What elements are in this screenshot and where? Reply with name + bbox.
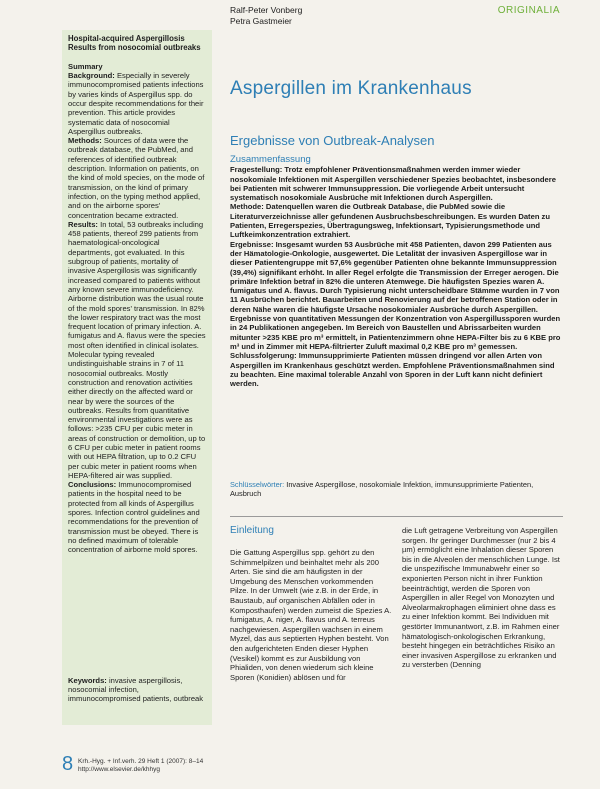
methods-label: Methods: [68,136,102,146]
einleitung-heading: Einleitung [230,525,274,536]
background-label: Background: [68,71,115,81]
sidebar-summary-label: Summary [68,61,103,71]
german-abstract [230,155,563,388]
conclusions-text: Immunocompromised patients in the hospital need to be protected from all kinds of Aspergillus spores. Infection control guidelines and recommendations for the prevention of transmission must be obeyed. There is no defined maximum of tolerable concentration of airborne mold spores. [68,480,200,555]
author-1: Ralf-Peter Vonberg [230,5,303,15]
author-2: Petra Gastmeier [230,16,292,26]
sidebar-conclusions [68,480,206,554]
abstract-schlussfolgerung: Schlussfolgerung: Immunsupprimierte Patienten müssen dringend vor allen Arten von Aspergillen im Krankenhaus geschützt werden. Empfohlene Präventionsmaßnahmen sind zu beachten. Eine maximal tolerable Anzahl von Sporen in der Luft kann nicht definiert werden. [230,351,555,389]
german-keywords [230,480,563,499]
section-label: ORIGINALIA [497,5,560,16]
citation-line: Krh.-Hyg. + Inf.verh. 29 Heft 1 (2007): 8–14 [78,758,204,765]
abstract-ergebnisse: Ergebnisse: Insgesamt wurden 53 Ausbrüche mit 458 Patienten, davon 299 Patienten aus der Hämatologie-Onkologie, ausgewertet. Die Letalität der invasiven Aspergillose war in dieser Patientengruppe mit 57,6% gegenüber Patienten ohne bekannte Immunsuppression (39,4%) signifikant erhöht. In aller Regel erfolgte die Transmission der Erreger aerogen. Die primäre Infektion betraf in 82% die unteren Atemwege. Die häufigsten Spezies waren A. fumigatus und A. flavus. Durch Typisierung nicht unterscheidbare Stämme wurden in 7 von 11 Ausbrüchen berichtet. Bauarbeiten und Renovierung auf der betroffenen Station oder in deren Nähe waren die häufigste Ursache nosokomialer Ausbrüche durch Aspergillen. Ergebnisse von quantitativen Messungen der Konzentration von Aspergillussporen wurden in 24 Publikationen angegeben. Im Bereich von Baustellen und Abrissarbeiten wurden mitunter >235 KBE pro m³ ermittelt, in Patientenzimmern ohne HEPA-Filter bis zu 6 KBE pro m³ und in Zimmer mit HEPA-filtrierter Zuluft maximal 0,2 KBE pro m³ gemessen. [230,239,561,351]
background-text: Especially in severely immunocompromised patients infections by varies kinds of Aspergillus spp. do occur despite recommendations for their prevention. This article provides systematic data of nosocomial Aspergillus outbreaks. [68,71,204,136]
keywords-label: Keywords: [68,675,107,685]
page-number: 8 [62,753,74,775]
results-label: Results: [68,219,98,229]
sidebar-methods [68,136,206,220]
body-column-1 [230,548,392,778]
section-divider [230,516,563,517]
journal-citation [78,758,203,774]
results-text: In total, 53 outbreaks including 458 patients, thereof 299 patients from haematological-oncological departments, got evaluated. In this subgroup of patients, mortality of invasive Aspergillosis was significantly increased compared to patients without any known severe immunodeficiency. Airborne distribution was the usual route of the mold spores' transmission. In 82% the lower respiratory tract was the most frequent location of primary infection. A. fumigatus and A. flavus were the species most often identified in clinical isolates. Molecular typing revealed undistinguishable strains in 7 of 11 nosocomial outbreaks. Mostly construction and renovation activities either directly on the affected ward or near by were the sources of the outbreaks. Results from quantitative environmental investigations were as follows: >235 CFU per cubic meter in areas of construction or demolition, up to 6 CFU per cubic meter in patient rooms with out HEPA filtration, up to 0.2 CFU per cubic meter in patient rooms when HEPA-filtered air was supplied. [68,219,206,480]
authors [230,5,302,27]
body-column-2 [402,526,564,778]
sidebar-heading-line1: Hospital-acquired Aspergillosis [68,34,185,43]
abstract-fragestellung: Fragestellung: Trotz empfohlener Präventionsmaßnahmen werden immer wieder nosokomiale Infektionen mit Aspergillen verschiedener Spezies beobachtet, insbesondere bei Patienten mit schwerer Immunsuppression. Die vorliegende Arbeit untersucht systematisch nosokomiale Ausbrüche mit Infektionen durch Aspergillen. [230,165,556,203]
abstract-methode: Methode: Datenquellen waren die Outbreak Database, die PubMed sowie die Literaturverzeichnisse aller gefundenen Ausbruchsbeschreibungen. Es wurden Daten zu Patienten, Erregerspezies, Übertragungsweg, Infektionsart, Typisierungsmethode und Luftkeimkonzentration extrahiert. [230,202,550,240]
einleitung-col1-text: Die Gattung Aspergillus spp. gehört zu den Schimmelpilzen und beinhaltet mehr als 200 Arten. Sie sind die am häufigsten in der Umgebung des Menschen vorkommenden Pilze. In der Umwelt (wie z.B. in der Erde, in Baustaub, auf organischen Abfällen oder in Komposthaufen) werden zumeist die Spezies A. fumigatus, A. niger, A. flavus und A. terreus nachgewiesen. Aspergillen wachsen in einem Myzel, das aus septierten Hyphen besteht. Von den aufgerichteten Enden dieser Hyphen (Vesikel) kommt es zur Ausbildung von Phialiden, von denen wiederum sich kleine Sporen (Konidien) ablösen und für [230,548,392,682]
sidebar-keywords [68,676,206,704]
sidebar-background [68,71,206,136]
keywords-text: invasive aspergillosis, nosocomial infection, immunocompromised patients, outbreak [68,675,204,704]
abstract-heading: Zusammenfassung [230,154,311,165]
einleitung-col2-text: die Luft getragene Verbreitung von Aspergillen sorgen. Ihr geringer Durchmesser (nur 2 bis 4 µm) ermöglicht eine Inhalation dieser Sporen bis in die Alveolen der menschlichen Lunge. Ist die unspezifische Immunabwehr einer so exponierten Person nicht in ihrer Funktion beeinträchtigt, werden die Sporen von Aspergillen in aller Regel von Monozyten und Alveolarmakrophagen eliminiert ohne dass es zu einer Infektion kommt. Bei Individuen mit gestörter Immunantwort, z.B. im Rahmen einer hämatologisch-onkologischen Erkrankung, besteht hingegen ein beträchtliches Risiko an einer invasiven Aspergillose zu erkranken und zu versterben (Denning [402,526,560,670]
german-keywords-label: Schlüsselwörter: [230,480,285,489]
article-subtitle: Ergebnisse von Outbreak-Analysen [230,133,435,148]
german-keywords-text: Invasive Aspergillose, nosokomiale Infektion, immunsupprimierte Patienten, Ausbruch [230,480,534,499]
journal-url: http://www.elsevier.de/khhyg [78,766,161,773]
article-title: Aspergillen im Krankenhaus [230,78,472,99]
sidebar-results [68,220,206,480]
english-abstract-sidebar [62,30,212,725]
sidebar-heading-line2: Results from nosocomial outbreaks [68,43,201,53]
conclusions-label: Conclusions: [68,480,117,490]
methods-text: Sources of data were the outbreak database, the PubMed, and references of identified outbreak description. Information on patients, on the kind of mold species, on the mode of transmission, on the kind of primary infection, on the typing method applied, and on the airborne spores' concentration became extracted. [68,136,205,220]
